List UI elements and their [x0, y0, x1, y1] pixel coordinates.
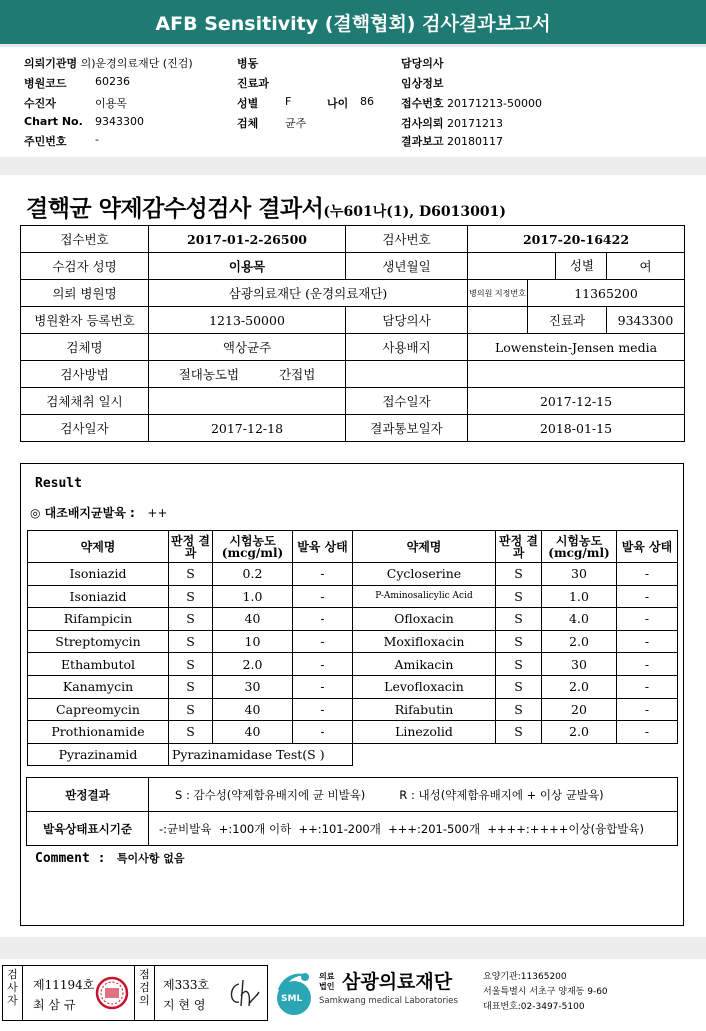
tester-name: 최 삼 규: [33, 998, 76, 1012]
header-inst: [24, 55, 193, 71]
header-sex: [237, 95, 292, 111]
judge: S: [169, 698, 213, 721]
control-growth: [30, 504, 167, 521]
approver-no: 제333호: [163, 978, 210, 992]
comment: [35, 850, 185, 866]
drug-name: Linezolid: [353, 721, 496, 744]
drug-row: [28, 653, 678, 676]
address: 서울특별시 서초구 양재동 9-60: [483, 987, 608, 997]
growth: -: [293, 630, 353, 653]
concentration: 40: [213, 721, 293, 744]
org-english: Samkwang medical Laboratories: [319, 996, 458, 1006]
agency-code: 요양기관:11365200: [483, 972, 567, 982]
drug-name: Ofloxacin: [353, 608, 496, 631]
legend-row: [27, 778, 678, 812]
org-name: 삼광의료재단: [342, 971, 453, 993]
concentration: 10: [213, 630, 293, 653]
info-row: [21, 388, 685, 415]
gender-label: 성별: [555, 253, 606, 279]
header-hospcode: [24, 75, 130, 91]
label: 접수번호: [401, 97, 444, 110]
report-banner: [0, 0, 706, 47]
growth: -: [293, 608, 353, 631]
empty-cell: [468, 361, 685, 388]
designated-label: 병의원 지정번호: [468, 280, 528, 307]
drug-name: Prothionamide: [28, 721, 169, 744]
drug-row: [28, 721, 678, 744]
label: Chart No.: [24, 115, 83, 128]
notify-date: 2018-01-15: [468, 415, 685, 442]
drug-name: Amikacin: [353, 653, 496, 676]
concentration: 30: [213, 675, 293, 698]
label: 검사의뢰: [401, 117, 444, 130]
test-no: 2017-20-16422: [468, 226, 685, 253]
drug-row: [28, 585, 678, 608]
drug-name: Levofloxacin: [353, 675, 496, 698]
concentration: 40: [213, 608, 293, 631]
header-accession: [401, 95, 542, 111]
reception-no: 2017-01-2-26500: [149, 226, 346, 253]
drug-name: Rifabutin: [353, 698, 496, 721]
growth: -: [293, 675, 353, 698]
receive-label: 접수일자: [346, 388, 468, 415]
collect-value: [149, 388, 346, 415]
growth: -: [293, 563, 353, 586]
approver-name: 지 현 영: [163, 998, 206, 1012]
info-row: [21, 415, 685, 442]
value: 60236: [95, 75, 130, 88]
pza-test: Pyrazinamidase Test(S ): [169, 743, 353, 766]
concentration: 2.0: [542, 630, 617, 653]
growth: -: [617, 721, 678, 744]
method-2: 간접법: [279, 367, 316, 382]
col-growth: 발육 상태: [293, 531, 353, 563]
method-label: 검사방법: [21, 361, 149, 388]
header-ward: [237, 55, 258, 71]
label: 검체: [237, 117, 259, 130]
drug-row: [28, 630, 678, 653]
value: 이용목: [95, 97, 127, 110]
growth: -: [293, 698, 353, 721]
method-value: [149, 361, 346, 388]
receive-date: 2017-12-15: [468, 388, 685, 415]
reg-label: 병원환자 등록번호: [21, 307, 149, 334]
drug-name: Kanamycin: [28, 675, 169, 698]
header-patient: [24, 95, 127, 111]
hospital-name: 삼광의료재단 (운경의료재단): [149, 280, 468, 307]
value: 86: [360, 95, 374, 108]
notify-label: 결과통보일자: [346, 415, 468, 442]
concentration: 0.2: [213, 563, 293, 586]
drug-name: Rifampicin: [28, 608, 169, 631]
concentration: 2.0: [542, 675, 617, 698]
label: 주민번호: [24, 135, 67, 148]
pza-row: [28, 743, 678, 766]
test-date-label: 검사일자: [21, 415, 149, 442]
medium-value: Lowenstein-Jensen media: [468, 334, 685, 361]
concentration: 1.0: [542, 585, 617, 608]
col-judge: 판정 결과: [169, 531, 213, 563]
value: 의)운경의료재단 (진검): [80, 57, 193, 70]
judge: S: [496, 563, 542, 586]
dept-label: 진료과: [528, 307, 607, 334]
col-growth: 발육 상태: [617, 531, 678, 563]
judge-label: 판정결과: [27, 778, 149, 812]
label: 병동: [237, 57, 259, 70]
concentration: 30: [542, 563, 617, 586]
hospital-label: 의뢰 병원명: [21, 280, 149, 307]
value: 20180117: [447, 135, 504, 148]
drug-name: Ethambutol: [28, 653, 169, 676]
header-age: [327, 95, 374, 111]
medium-label: 사용배지: [346, 334, 468, 361]
result-title: Result: [35, 476, 82, 491]
col-drug: 약제명: [28, 531, 169, 563]
judge: S: [169, 675, 213, 698]
banner-title: AFB Sensitivity (결핵협회) 검사결과보고서: [155, 12, 551, 35]
drug-table: [27, 530, 678, 766]
value: 9343300: [95, 115, 144, 128]
approver-label-box: [135, 966, 155, 1020]
header-dept: [237, 75, 269, 91]
control-label: ◎ 대조배지균발육 :: [30, 506, 135, 520]
gray-band-top: [0, 157, 706, 175]
growth: -: [617, 698, 678, 721]
birth-label: 생년월일: [346, 253, 468, 280]
control-value: ++: [147, 506, 168, 520]
drug-name: Cycloserine: [353, 563, 496, 586]
reg-no: 1213-50000: [149, 307, 346, 334]
label: 담당의사: [401, 57, 444, 70]
drug-row: [28, 675, 678, 698]
judge: S: [169, 630, 213, 653]
judge: S: [496, 653, 542, 676]
judge-text: [149, 778, 678, 812]
drug-row: [28, 698, 678, 721]
label: 나이: [327, 97, 349, 110]
specimen-value: 액상균주: [149, 334, 346, 361]
col-conc: 시험농도 (mcg/ml): [213, 531, 293, 563]
phone: 대표번호:02-3497-5100: [483, 1002, 585, 1012]
concentration: 2.0: [542, 721, 617, 744]
growth: -: [293, 721, 353, 744]
header-request: [401, 115, 503, 131]
col-conc: 시험농도 (mcg/ml): [542, 531, 617, 563]
drug-row: [28, 563, 678, 586]
document-title: [26, 190, 506, 223]
drug-row: [28, 608, 678, 631]
drug-name: Capreomycin: [28, 698, 169, 721]
concentration: 30: [542, 653, 617, 676]
judge: S: [496, 630, 542, 653]
judge: S: [496, 608, 542, 631]
empty-cell: [353, 743, 678, 766]
header-rrn: [24, 133, 99, 149]
patient-name: 이용목: [149, 253, 346, 280]
sml-logo: [272, 968, 314, 1020]
tester-label: 검사자: [7, 968, 18, 1007]
drug-header-row: [28, 531, 678, 563]
col-drug: 약제명: [353, 531, 496, 563]
title-text: 결핵균 약제감수성검사 결과서: [26, 195, 324, 222]
concentration: 20: [542, 698, 617, 721]
judge: S: [169, 653, 213, 676]
judge-r: R : 내성(약제함유배지에 + 이상 균발육): [399, 787, 604, 802]
col-judge: 판정 결과: [496, 531, 542, 563]
info-row: [21, 334, 685, 361]
value: 20171213-50000: [447, 97, 542, 110]
info-row: [21, 361, 685, 388]
title-code: (누601나(1), D6013001): [323, 204, 506, 220]
concentration: 40: [213, 698, 293, 721]
growth: -: [293, 585, 353, 608]
judge: S: [496, 721, 542, 744]
header-clinical: [401, 75, 444, 91]
gray-band-bottom: [0, 937, 706, 959]
info-row: [21, 253, 685, 280]
legend-table: [26, 777, 678, 846]
label: 성별: [237, 97, 259, 110]
gender-value: 여: [607, 253, 685, 280]
info-row: [21, 280, 685, 307]
seal-icon: [95, 976, 129, 1010]
test-date: 2017-12-18: [149, 415, 346, 442]
growth: -: [617, 608, 678, 631]
info-table: [20, 225, 685, 442]
growth: -: [617, 675, 678, 698]
specimen-label: 검체명: [21, 334, 149, 361]
signature-box: [2, 965, 268, 1021]
dept-value: 9343300: [607, 307, 685, 334]
test-no-label: 검사번호: [346, 226, 468, 253]
judge: S: [496, 675, 542, 698]
reception-no-label: 접수번호: [21, 226, 149, 253]
drug-name: P-Aminosalicylic Acid: [353, 585, 496, 608]
judge: S: [496, 585, 542, 608]
label: 결과보고: [401, 135, 444, 148]
label: 병원코드: [24, 77, 67, 90]
header-doctor: [401, 55, 444, 71]
judge: S: [169, 608, 213, 631]
collect-label: 검체채취 일시: [21, 388, 149, 415]
growth-label: 발육상태표시기준: [27, 812, 149, 846]
designated-no: 11365200: [528, 280, 685, 307]
concentration: 4.0: [542, 608, 617, 631]
tester-no: 제11194호: [33, 978, 95, 992]
method-1: 절대농도법: [178, 367, 240, 382]
value: 20171213: [447, 117, 504, 130]
judge: S: [169, 721, 213, 744]
drug-name: Pyrazinamid: [28, 743, 169, 766]
info-row: [21, 307, 685, 334]
drug-name: Streptomycin: [28, 630, 169, 653]
header-report: [401, 133, 503, 149]
growth: -: [293, 653, 353, 676]
judge: S: [496, 698, 542, 721]
label: 임상정보: [401, 77, 444, 90]
gender-cell: [468, 253, 607, 280]
label: 수진자: [24, 97, 56, 110]
doctor-value: [468, 307, 528, 334]
growth-text: -:균비발육 +:100개 이하 ++:101-200개 +++:201-500개 ++++:++++이상(융합발육): [149, 812, 678, 846]
value: F: [285, 95, 292, 108]
judge: S: [169, 585, 213, 608]
concentration: 2.0: [213, 653, 293, 676]
comment-label: Comment :: [35, 851, 106, 866]
growth: -: [617, 585, 678, 608]
label: 의뢰기관명: [24, 57, 78, 70]
value: 균주: [285, 117, 307, 130]
tester-label-box: [3, 966, 23, 1020]
signature-icon: [225, 976, 261, 1010]
drug-name: Moxifloxacin: [353, 630, 496, 653]
org-prefix: 의료법인: [319, 972, 335, 991]
doctor-label: 담당의사: [346, 307, 468, 334]
comment-text: 특이사항 없음: [116, 852, 185, 865]
judge: S: [169, 563, 213, 586]
drug-name: Isoniazid: [28, 585, 169, 608]
name-label: 수검자 성명: [21, 253, 149, 280]
growth: -: [617, 653, 678, 676]
logo-text: SML: [281, 994, 303, 1004]
drug-name: Isoniazid: [28, 563, 169, 586]
empty-cell: [346, 361, 468, 388]
judge-s: S : 감수성(약제함유배지에 균 비발육): [175, 787, 366, 802]
signature: [225, 976, 261, 1014]
info-row: [21, 226, 685, 253]
growth: -: [617, 563, 678, 586]
label: 진료과: [237, 77, 269, 90]
legend-row: [27, 812, 678, 846]
growth: -: [617, 630, 678, 653]
header-specimen: [237, 115, 307, 131]
approver-label: 점검의: [139, 968, 150, 1007]
concentration: 1.0: [213, 585, 293, 608]
seal-stamp: [95, 976, 129, 1010]
value: -: [95, 133, 99, 146]
header-chartno: [24, 115, 144, 128]
